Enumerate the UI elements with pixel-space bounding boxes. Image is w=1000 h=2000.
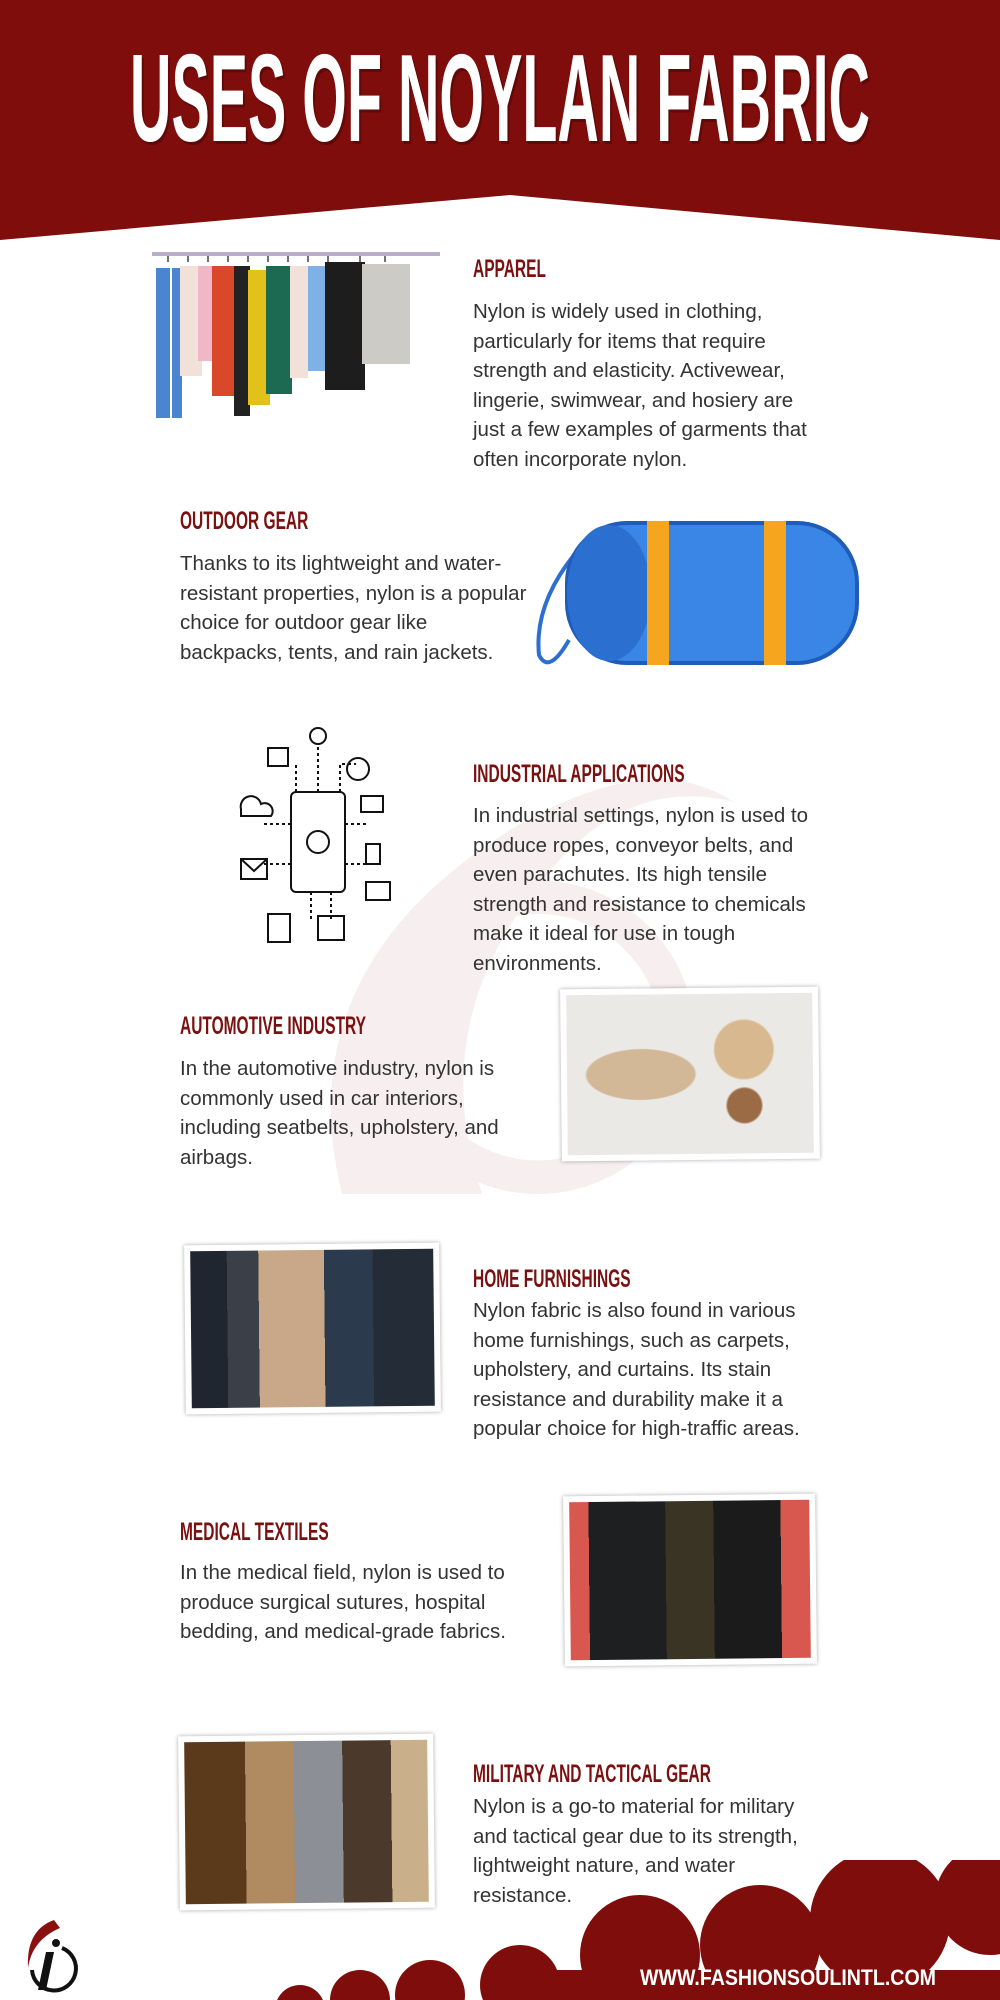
section-body-military: Nylon is a go-to material for military and tactical gear due to its strength, lightweight nature, and water resistance. [473,1795,798,1907]
page-title-shadow: USES OF NOYLAN FABRIC [132,38,872,158]
garments-rack-photo [563,1494,817,1667]
section-heading-outdoor-gear: OUTDOOR GEAR [180,507,309,535]
section-heading-medical: MEDICAL TEXTILES [180,1518,329,1546]
website-url-text[interactable]: WWW.FASHIONSOULINTL.COM [640,1965,936,1990]
section-heading-home-furnishings: HOME FURNISHINGS [473,1265,631,1293]
section-heading-automotive: AUTOMOTIVE INDUSTRY [180,1012,367,1040]
section-heading-military: MILITARY AND TACTICAL GEAR [473,1760,711,1788]
section-body-apparel: Nylon is widely used in clothing, particularly for items that require strength and elasticity. Activewear, lingerie, swimwear, and hosiery are just a few examples of garments that often incorporate nylon. [473,300,807,471]
section-heading-industrial: INDUSTRIAL APPLICATIONS [473,760,685,788]
section-body-automotive: In the automotive industry, nylon is commonly used in car interiors, including seatbelts, upholstery, and airbags. [180,1057,499,1169]
sleeping-bag-illustration [529,515,859,673]
flatlay-photo [560,987,820,1162]
clothes-rack-illustration [150,248,445,423]
section-body-outdoor-gear: Thanks to its lightweight and water-resistant properties, nylon is a popular choice for outdoor gear like backpacks, tents, and rain jackets. [180,552,527,664]
suits-rack-photo [184,1243,441,1415]
page-title [0,38,1000,158]
section-body-industrial: In industrial settings, nylon is used to produce ropes, conveyor belts, and even parachutes. Its high tensile strength and resistance to chemicals make it ideal for use in tough environments. [473,804,809,975]
section-body-home-furnishings: Nylon fabric is also found in various home furnishings, such as carpets, upholstery, and curtains. Its stain resistance and durability make it a popular choice for high-traffic areas. [473,1299,800,1440]
page-title-text: USES OF NOYLAN FABRIC [130,38,870,158]
section-heading-apparel: APPAREL [473,255,546,283]
brand-logo [16,1918,80,1994]
website-url[interactable] [640,1962,940,1992]
section-body-medical: In the medical field, nylon is used to produce surgical sutures, hospital bedding, and medical-grade fabrics. [180,1561,506,1643]
connected-phone-icons [236,724,398,946]
